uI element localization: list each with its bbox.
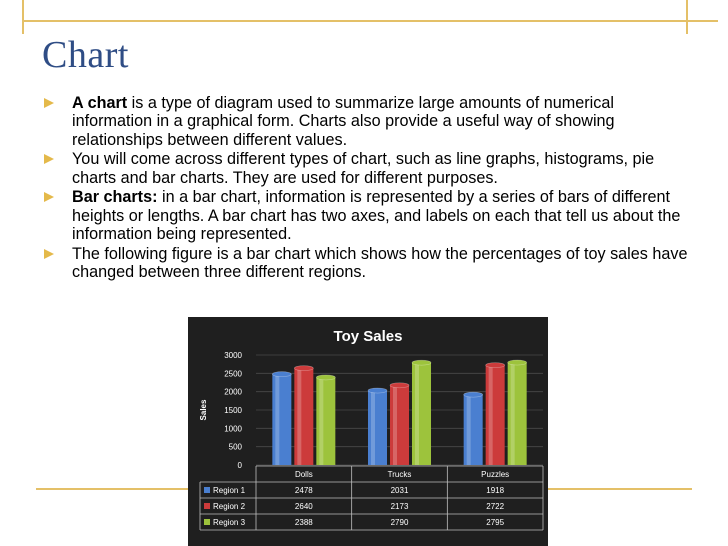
y-tick-label: 3000 — [224, 351, 242, 360]
legend-swatch — [204, 487, 210, 493]
bar-cap — [294, 366, 313, 371]
bullet-list — [44, 94, 694, 283]
bar-cap — [368, 388, 387, 393]
bar-highlight — [275, 374, 279, 465]
x-tick-label: Trucks — [387, 470, 412, 479]
data-label: 1918 — [486, 486, 505, 495]
bar-cap — [508, 360, 527, 365]
bullet-text: You will come across different types of chart, such as line graphs, histograms, pie charts and bar charts. They are used for different purposes. — [72, 150, 655, 187]
bullet-arrow-icon — [44, 98, 54, 108]
slide-title: Chart — [42, 34, 129, 76]
bar-highlight — [297, 368, 301, 465]
x-tick-label: Dolls — [294, 470, 313, 479]
data-label: 2640 — [294, 502, 313, 511]
data-label: 2795 — [486, 518, 505, 527]
bar-cap — [486, 363, 505, 368]
bullet-text: is a type of diagram used to summarize large amounts of numerical information in a graphical form. Charts also provide a useful way of showing relationships between different values. — [72, 94, 615, 149]
bullet-arrow-icon — [44, 154, 54, 164]
bullet-bold-term: A chart — [72, 94, 128, 112]
bullet-item — [44, 150, 694, 187]
y-tick-label: 0 — [237, 461, 242, 470]
data-label: 2388 — [294, 518, 313, 527]
y-tick-label: 2000 — [224, 387, 242, 397]
data-label: 2031 — [390, 486, 409, 495]
frame-line-left — [22, 0, 24, 34]
bar-highlight — [489, 365, 493, 465]
bullet-text: The following figure is a bar chart which shows how the percentages of toy sales have changed between three different regions. — [72, 244, 688, 282]
bar-cap — [412, 360, 431, 365]
bar-highlight — [393, 385, 397, 465]
y-tick-label: 1000 — [224, 424, 242, 434]
bar-cap — [464, 392, 483, 397]
frame-line-top — [22, 20, 718, 22]
bar-region-2 — [486, 365, 505, 465]
x-tick-label: Puzzles — [481, 470, 510, 479]
bar-region-3 — [316, 377, 335, 465]
legend-swatch — [204, 503, 210, 509]
bar-region-2 — [390, 385, 409, 465]
bullet-bold-term: Bar charts: — [72, 188, 158, 207]
legend-swatch — [204, 519, 210, 525]
bullet-text: in a bar chart, information is represented by a series of bars of different heights or lengths. A bar chart has two axes, and labels on each that tell us about the information being represented. — [72, 188, 681, 244]
y-tick-label: 1500 — [224, 406, 242, 415]
bar-region-3 — [412, 363, 431, 465]
bar-highlight — [371, 391, 375, 465]
bar-cap — [316, 375, 335, 380]
bar-cap — [272, 372, 291, 377]
bullet-item — [44, 188, 694, 243]
data-label: 2478 — [294, 486, 313, 495]
legend-label: Region 2 — [213, 502, 246, 511]
frame-line-right — [686, 0, 688, 34]
bar-region-3 — [508, 363, 527, 465]
bar-region-1 — [272, 374, 291, 465]
bullet-item — [44, 245, 694, 282]
bullet-arrow-icon — [44, 192, 54, 202]
bar-highlight — [319, 377, 323, 465]
bar-region-2 — [294, 368, 313, 465]
chart-title: Toy Sales — [333, 328, 403, 345]
toy-sales-chart — [188, 317, 548, 546]
data-label: 2722 — [486, 502, 505, 511]
y-tick-label: 500 — [228, 442, 242, 452]
bar-highlight — [415, 363, 419, 465]
bullet-arrow-icon — [44, 249, 54, 259]
data-label: 2173 — [390, 502, 409, 511]
bar-region-1 — [368, 391, 387, 465]
y-axis-label: Sales — [199, 399, 208, 421]
bar-highlight — [467, 395, 471, 465]
legend-label: Region 3 — [213, 518, 246, 527]
data-label: 2790 — [390, 518, 409, 527]
bar-cap — [390, 383, 409, 388]
bar-region-1 — [464, 395, 483, 465]
bar-highlight — [511, 363, 515, 465]
legend-label: Region 1 — [213, 486, 246, 495]
y-tick-label: 2500 — [224, 369, 242, 379]
bullet-item — [44, 94, 694, 149]
chart-svg — [188, 317, 548, 546]
